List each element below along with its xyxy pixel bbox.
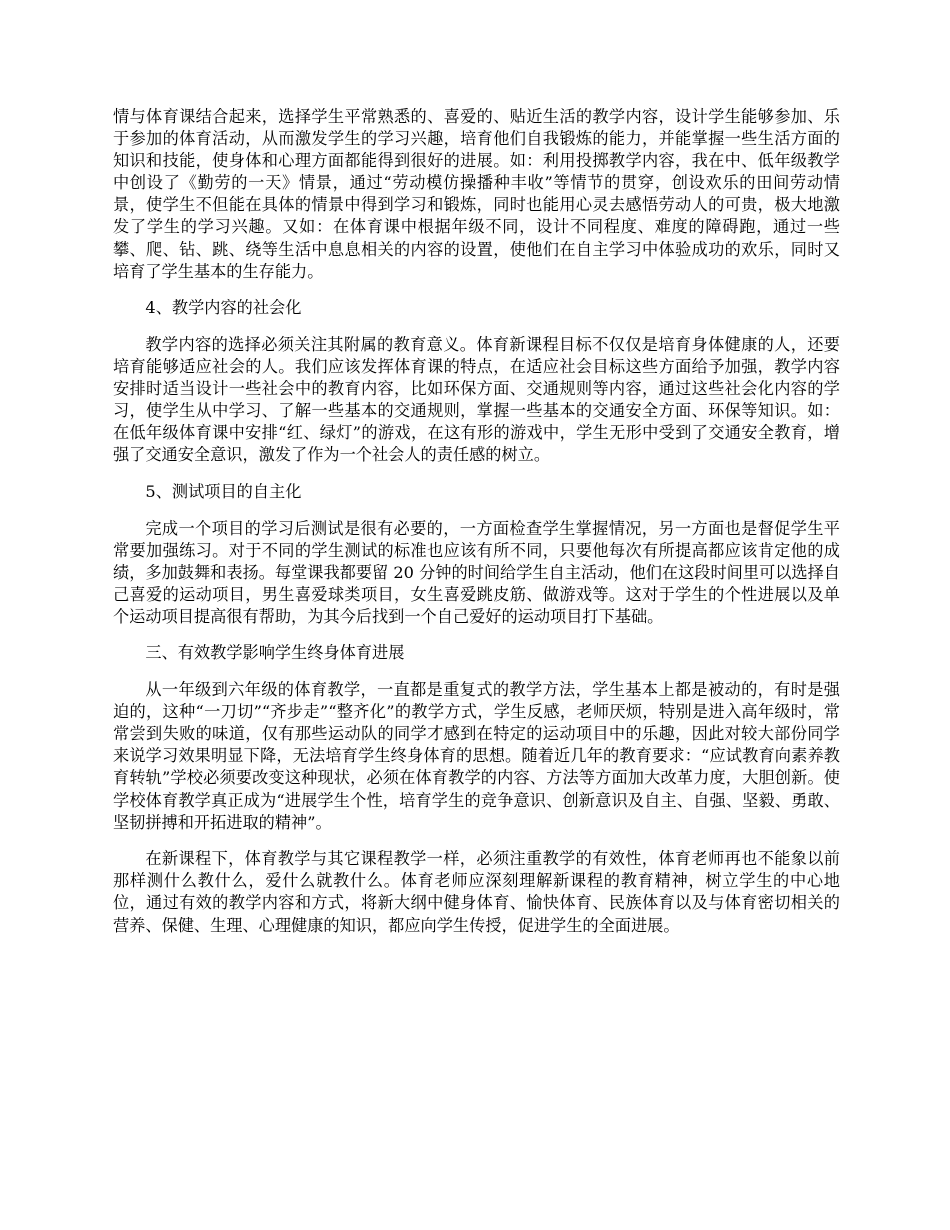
paragraph-testing: 完成一个项目的学习后测试是很有必要的，一方面检查学生掌握情况，另一方面也是督促学生平常要加强练习。对于不同的学生测试的标准也应该有所不同，只要他每次有所提高都应该肯定他的成绩，多加鼓舞和表扬。每堂课我都要留 20 分钟的时间给学生自主活动，他们在这段时间里可以选择自己喜爱的运动项目，男生喜爱球类项目，女生喜爱跳皮筋、做游戏等。这对于学生的个性进展以及单个运动项目提高很有帮助，为其今后找到一个自己爱好的运动项目打下基础。 — [113, 518, 840, 626]
paragraph-lifelong-pe: 从一年级到六年级的体育教学，一直都是重复式的教学方法，学生基本上都是被动的，有时是强迫的，这种“一刀切”“齐步走”“整齐化”的教学方式，学生反感，老师厌烦，特别是进入高年级时，常常尝到失败的味道，仅有那些运动队的同学才感到在特定的运动项目中的乐趣，因此对较大部份同学来说学习效果明显下降，无法培育学生终身体育的思想。随着近几年的教育要求：“应试教育向素养教育转轨”学校必须要改变这种现状，必须在体育教学的内容、方法等方面加大改革力度，大胆创新。使学校体育教学真正成为“进展学生个性，培育学生的竞争意识、创新意识及自主、自强、坚毅、勇敢、坚韧拼搏和开拓进取的精神”。 — [113, 680, 840, 832]
section-heading-3: 三、有效教学影响学生终身体育进展 — [145, 643, 405, 663]
section-heading-4: 4、教学内容的社会化 — [145, 298, 302, 318]
section-heading-5: 5、测试项目的自主化 — [145, 481, 302, 501]
paragraph-continued: 情与体育课结合起来，选择学生平常熟悉的、喜爱的、贴近生活的教学内容，设计学生能够参加、乐于参加的体育活动，从而激发学生的学习兴趣，培育他们自我锻炼的能力，并能掌握一些生活方面的知识和技能，使身体和心理方面都能得到很好的进展。如：利用投掷教学内容，我在中、低年级教学中创设了《勤劳的一天》情景，通过“劳动模仿操播种丰收”等情节的贯穿，创设欢乐的田间劳动情景，使学生不但能在具体的情景中得到学习和锻炼，同时也能用心灵去感悟劳动人的可贵，极大地激发了学生的学习兴趣。又如：在体育课中根据年级不同，设计不同程度、难度的障碍跑，通过一些攀、爬、钻、跳、绕等生活中息息相关的内容的设置，使他们在自主学习中体验成功的欢乐，同时又培育了学生基本的生存能力。 — [113, 107, 840, 281]
paragraph-new-curriculum: 在新课程下，体育教学与其它课程教学一样，必须注重教学的有效性，体育老师再也不能象以前那样测什么教什么，爱什么就教什么。体育老师应深刻理解新课程的教育精神，树立学生的中心地位，通过有效的教学内容和方式，将新大纲中健身体育、愉快体育、民族体育以及与体育密切相关的营养、保健、生理、心理健康的知识，都应向学生传授，促进学生的全面进展。 — [113, 849, 840, 935]
paragraph-social-content: 教学内容的选择必须关注其附属的教育意义。体育新课程目标不仅仅是培育身体健康的人，还要培育能够适应社会的人。我们应该发挥体育课的特点，在适应社会目标这些方面给予加强，教学内容安排时适当设计一些社会中的教育内容，比如环保方面、交通规则等内容，通过这些社会化内容的学习，使学生从中学习、了解一些基本的交通规则，掌握一些基本的交通安全方面、环保等知识。如：在低年级体育课中安排“红、绿灯”的游戏，在这有形的游戏中，学生无形中受到了交通安全教育，增强了交通安全意识，激发了作为一个社会人的责任感的树立。 — [113, 334, 840, 465]
document-body — [113, 106, 840, 951]
